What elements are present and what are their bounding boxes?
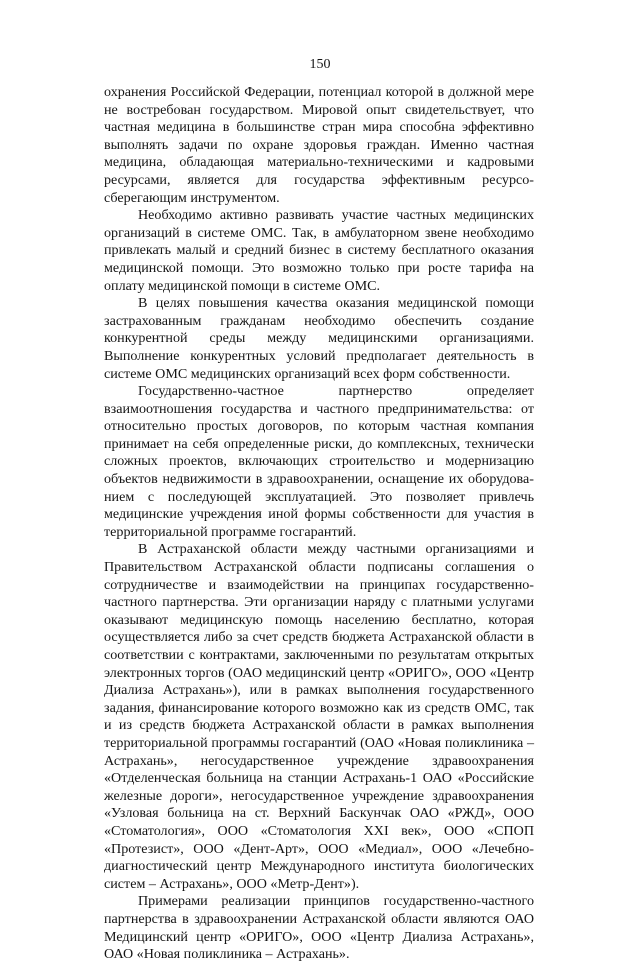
paragraph-3: В целях повышения качества оказания медицинской помощи застрахованным гражданам необходимо обеспечить создание конкурентной среды между медицинскими организациями. Выполнение конкурентных условий предполагает деятельность в системе ОМС медицинских организаций всех форм собственности. [104, 295, 534, 382]
page-number: 150 [309, 57, 331, 72]
text-body [104, 84, 534, 964]
paragraph-5: В Астраханской области между частными организациями и Правительством Астраханской области подписаны соглашения о сотрудничестве и взаимодействии на принципах государственно-частного партнерства. Эти организации наряду с платными услугами оказывают медицинскую помощь населению бесплатно, которая осуществляется либо за счет средств бюджета Астраханской области в соответствии с контрактами, заключенными по результатам открытых электронных торгов (ОАО медицинский центр «ОРИГО», ООО «Центр Диализа Астрахань»), или в рамках выполнения государственного задания, финансирование которого возможно как из средств ОМС, так и из средств бюджета Астраханской области в рамках выполнения территориальной программы госгарантий (ОАО «Новая поликлиника – Астрахань», негосударственное учреждение здравоохранения «Отделенческая больница на станции Астрахань-1 ОАО «Российские железные дороги», негосударственное учреждение здравоохранения «Узловая больница на ст. Верхний Баскунчак ОАО «РЖД», ООО «Стоматология», ООО «Стоматология XXI век», ООО «СПОП «Протезист», ООО «Дент-Арт», ООО «Медиал», ООО «Лечебно-диагностический центр Международного института биологических систем – Астрахань», ООО «Метр-Дент»). [104, 541, 534, 892]
paragraph-4: Государственно-частное партнерство определяет взаимоотношения государства и частного предпринимательства: от относительно простых договоров, по которым частная компания принимает на себя определенные риски, до комплексных, технически сложных проектов, включающих строительство и модернизацию объектов недвижимости в здравоохранении, оснащение их оборудованием с последующей эксплуатацией. Это позволяет привлечь медицинские учреждения иной формы собственности для участия в территориальной программе госгарантий. [104, 383, 534, 540]
paragraph-6: Примерами реализации принципов государственно-частного партнерства в здравоохранении Астраханской области являются ОАО Медицинский центр «ОРИГО», ООО «Центр Диализа Астрахань», ОАО «Новая поликлиника – Астрахань». [104, 893, 534, 963]
paragraph-1: охранения Российской Федерации, потенциал которой в должной мере не востребован государством. Мировой опыт свидетельствует, что частная медицина в большинстве стран мира способна эффективно выполнять задачи по охране здоровья граждан. Именно частная медицина, обладающая материально-техническими и кадровыми ресурсами, является для государства эффективным ресурсосберегающим инструментом. [104, 84, 534, 206]
paragraph-2: Необходимо активно развивать участие частных медицинских организаций в системе ОМС. Так, в амбулаторном звене необходимо привлекать малый и средний бизнес в систему бесплатного оказания медицинской помощи. Это возможно только при росте тарифа на оплату медицинской помощи в системе ОМС. [104, 207, 534, 294]
